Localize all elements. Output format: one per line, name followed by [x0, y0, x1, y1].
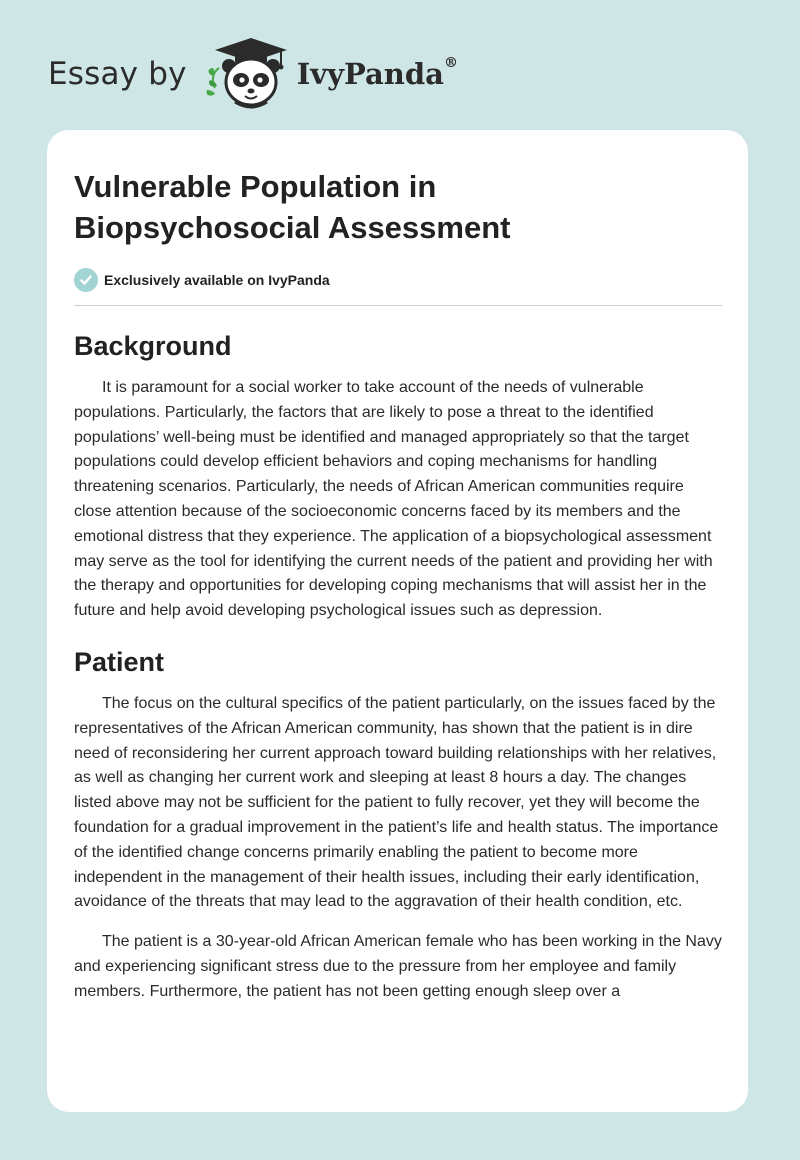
exclusive-badge: [74, 268, 722, 292]
registered-mark: ®: [443, 55, 458, 71]
background-paragraph-1: It is paramount for a social worker to take account of the needs of vulnerable populations. Particularly, the factors that are likely to pose a threat to the identified populations’ well-being must be identified and managed appropriately so that the target populations could develop efficient behaviors and coping mechanisms for handling threatening scenarios. Particularly, the needs of African American communities require close attention because of the socioeconomic concerns faced by its members and the emotional distress that they experience. The application of a biopsychological assessment may serve as the tool for identifying the current needs of the patient and providing her with the therapy and opportunities for developing coping mechanisms that will assist her in the future and help avoid developing psychological issues such as depression.: [74, 379, 713, 620]
brand-prefix: Essay by: [48, 56, 187, 92]
ivypanda-logo-icon: [201, 36, 293, 112]
section-heading-background: Background: [74, 331, 232, 361]
brand-name-text: IvyPanda: [296, 57, 444, 91]
patient-paragraph-1: The focus on the cultural specifics of the patient particularly, on the issues faced by the representatives of the African American community, has shown that the patient is in dire need of reconsidering her current approach toward building relationships with her relatives, as well as changing her current work and sleeping at least 8 hours a day. The changes listed above may not be sufficient for the patient to fully recover, yet they will become the foundation for a gradual improvement in the patient’s life and health status. The importance of the identified change concerns primarily enabling the patient to become more independent in the management of their health issues, including their early identification, avoidance of the threats that may lead to the aggravation of their health condition, etc.: [74, 694, 719, 911]
page-title: [74, 166, 722, 248]
title-line-2: Biopsychosocial Assessment: [74, 210, 511, 245]
check-icon: [74, 268, 98, 292]
essay-card: [47, 130, 748, 1112]
patient-paragraph-2: The patient is a 30-year-old African American female who has been working in the Navy and experiencing significant stress due to the pressure from her employee and family members. Furthermore, the patient has not been getting enough sleep over a: [74, 933, 722, 1000]
title-line-1: Vulnerable Population in: [74, 169, 437, 204]
exclusive-badge-label: Exclusively available on IvyPanda: [104, 272, 330, 288]
brand-name: [297, 57, 458, 91]
section-heading-patient: Patient: [74, 646, 165, 677]
divider: [74, 305, 722, 306]
brand-header: [48, 36, 458, 112]
